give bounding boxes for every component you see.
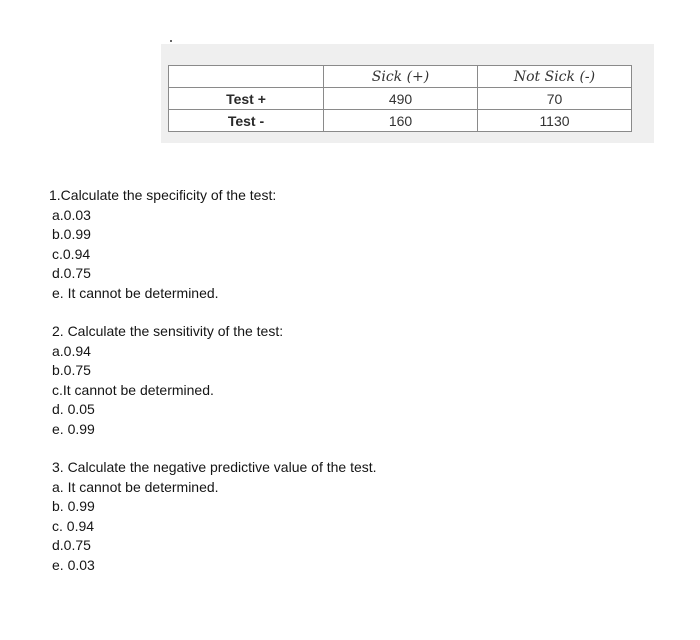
answer-option[interactable]: b. 0.99 bbox=[52, 498, 95, 514]
answer-option[interactable]: b.0.99 bbox=[52, 226, 91, 242]
header-sick-label: Sick (+) bbox=[371, 68, 430, 85]
header-corner-cell bbox=[169, 66, 324, 88]
answer-option[interactable]: d. 0.05 bbox=[52, 401, 95, 417]
header-sick bbox=[324, 66, 478, 88]
answer-option[interactable]: e. 0.03 bbox=[52, 556, 95, 573]
question-2 bbox=[52, 322, 652, 439]
answer-option[interactable]: e. It cannot be determined. bbox=[52, 284, 219, 301]
header-not-sick bbox=[478, 66, 632, 88]
cell-test-positive-not-sick: 70 bbox=[478, 88, 632, 110]
question-stem: 3. Calculate the negative predictive value of the test. bbox=[52, 459, 377, 475]
answer-option[interactable]: a.0.03 bbox=[52, 206, 91, 223]
answer-option[interactable]: d.0.75 bbox=[52, 537, 91, 553]
cell-test-negative-sick: 160 bbox=[324, 110, 478, 132]
answer-option[interactable]: c. 0.94 bbox=[52, 517, 95, 534]
answer-option[interactable]: b.0.75 bbox=[52, 362, 91, 378]
answer-option[interactable]: c.0.94 bbox=[52, 245, 91, 262]
cell-test-negative-not-sick: 1130 bbox=[478, 110, 632, 132]
answer-option[interactable]: e. 0.99 bbox=[52, 420, 95, 437]
table-row bbox=[169, 110, 632, 132]
table-row bbox=[169, 88, 632, 110]
cell-test-positive-sick: 490 bbox=[324, 88, 478, 110]
row-label-test-positive: Test + bbox=[169, 88, 324, 110]
answer-option[interactable]: a.0.94 bbox=[52, 342, 91, 359]
question-stem: 1.Calculate the specificity of the test: bbox=[49, 187, 277, 203]
question-list bbox=[49, 186, 652, 575]
stray-mark bbox=[170, 40, 172, 42]
contingency-table bbox=[168, 65, 632, 132]
header-not-sick-label: Not Sick (-) bbox=[513, 68, 596, 85]
row-label-test-negative: Test - bbox=[169, 110, 324, 132]
answer-option[interactable]: a. It cannot be determined. bbox=[52, 478, 219, 495]
question-3 bbox=[52, 458, 652, 575]
answer-option[interactable]: d.0.75 bbox=[52, 265, 91, 281]
answer-option[interactable]: c.It cannot be determined. bbox=[52, 381, 214, 398]
question-1 bbox=[49, 186, 652, 303]
question-stem: 2. Calculate the sensitivity of the test: bbox=[52, 323, 284, 339]
table-header-row bbox=[169, 66, 632, 88]
